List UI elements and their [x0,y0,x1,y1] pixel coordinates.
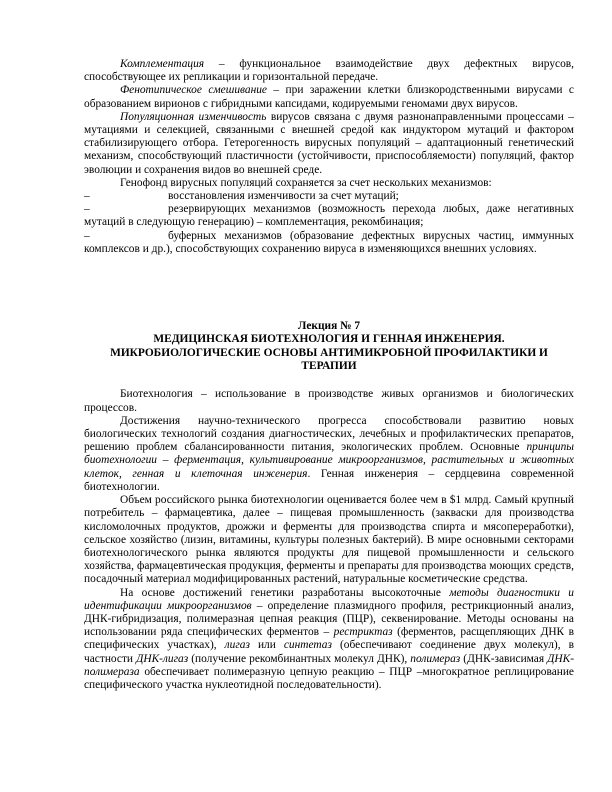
text: – определение плазмидного профиля, рестрикционный анализ, ДНК-гибридизация, полимеразная цепная реакция (ПЦР), секвенирование. Методы основаны на использовании ряда специфических ферментов – [84,599,575,639]
paragraph-gene-pool: Генофонд вирусных популяций сохраняется за счет нескольких механизмов: [120,176,492,189]
text: . Генная инженерия – сердцевина современной биотехнологии. [84,467,574,493]
dash-marker: – [84,229,90,242]
term: лигаз [224,639,250,652]
dash-marker: – [84,190,90,203]
text: (ферментов, расщепляющих ДНК в специфических участках), [84,626,574,652]
term: рестриктаз [333,626,393,639]
text: (обеспечивают соединение двух молекул), в частности [84,639,574,665]
term: синтетаз [283,639,332,652]
text: Достижения научно-технического прогресса способствовали развитию новых биологических технологий создания диагностических, лечебных и профилактических препаратов, решению проблем сбалансированности питания, экологических проблем. Основные [84,414,574,454]
text: (ДНК-зависимая [460,652,548,665]
paragraph-population-variability [84,111,574,177]
text: (получение рекомбинантных молекул ДНК), [188,652,411,665]
text: – функциональное взаимодействие двух дефектных вирусов, способствующее их репликации и горизонтальной передаче. [84,58,574,84]
term: Комплементация [120,58,205,70]
list-item-text: восстановления изменчивости за счет мутаций; [168,190,399,203]
term: принципы биотехнологии – ферментация, культивирование микроорганизмов, растительных и животных клеток, генная и клеточная инженерия [84,441,574,480]
term: Фенотипическое смешивание [120,84,267,97]
text: вирусов связана с двумя разнонаправленными процессами – мутациями и селекцией, связанными с внешней средой как индуктором мутаций и фактором стабилизирующего отбора. Гетерогенность вирусных популяций – адаптационный генетический механизм, способствующий пластичности (устойчивости, приспособляемости) популяций, фактор эволюции и сохранения видов во внешней среде. [84,110,574,176]
term: методы диагностики и идентификации микроорганизмов [84,586,574,612]
list-item [84,190,574,203]
text: или [249,639,284,652]
dash-marker: – [84,203,90,216]
text: – при заражении клетки близкородственными вирусами с образованием вирионов с гибридными капсидами, кодируемыми геномами двух вирусов. [84,84,574,110]
text: На основе достижений генетики разработаны высокоточные [120,586,450,599]
paragraph-phenotypic-mixing [84,84,574,110]
lecture-title-line-3: ТЕРАПИИ [301,360,357,373]
lecture-title-line-2: МИКРОБИОЛОГИЧЕСКИЕ ОСНОВЫ АНТИМИКРОБНОЙ ПРОФИЛАКТИКИ И [110,346,548,359]
lecture-title-line-1: МЕДИЦИНСКАЯ БИОТЕХНОЛОГИЯ И ГЕННАЯ ИНЖЕНЕРИЯ. [153,333,505,346]
paragraph-market: Объем российского рынка биотехнологии оценивается более чем в $1 млрд. Самый крупный потребитель – фармацевтика, далее – пищевая промышленность (закваски для производства кисломолочных продуктов, дрожжи и ферменты для производства спирта и мясопереработки), сельское хозяйство (лизин, витамины, культуры полезных бактерий). В мире основными секторами биотехнологического рынка являются продукты для пищевой промышленности и сельского хозяйства, фармацевтическая продукция, ферменты и препараты для производства моющих средств, посадочный материал модифицированных растений, натуральные косметические средства. [84,494,574,586]
paragraph-methods [84,587,574,693]
term: ДНК-лигаз [136,652,189,665]
list-item [84,203,574,229]
list-item [84,230,574,256]
term: Популяционная изменчивость [120,110,267,123]
paragraph-complementation [84,58,574,84]
term: ДНК-полимераза [84,652,575,678]
lecture-number: Лекция № 7 [297,320,361,333]
paragraph-biotechnology-definition: Биотехнология – использование в производстве живых организмов и биологических процессов. [84,388,574,414]
list-item-text: резервирующих механизмов (возможность перехода любых, даже негативных мутаций в следующую генерацию) – комплементация, рекомбинация; [84,203,574,229]
list-item-text: буферных механизмов (образование дефектных вирусных частиц, иммунных комплексов и др.), способствующих сохранению вируса в изменяющихся внешних условиях. [84,229,574,255]
term: полимераз [410,652,461,665]
text: обеспечивает полимеразную цепную реакцию – ПЦР –многократное реплицирование специфического участка нуклеотидной последовательности). [84,665,574,691]
paragraph-achievements [84,415,574,494]
